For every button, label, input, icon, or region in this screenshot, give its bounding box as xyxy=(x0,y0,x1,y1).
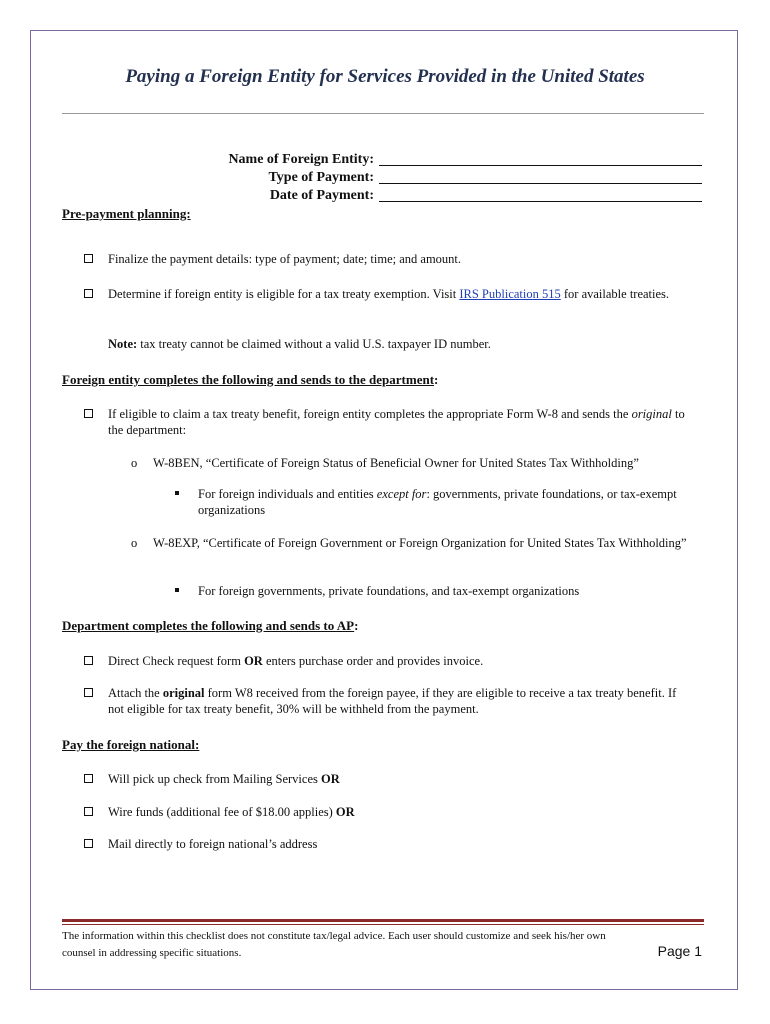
item-text xyxy=(108,771,694,787)
checkbox-icon[interactable] xyxy=(84,254,93,263)
item-text-bold: OR xyxy=(244,654,263,668)
item-text xyxy=(108,804,694,820)
item-text-part: form W8 received from the foreign payee, if they are eligible to receive a tax treaty benefit. If not eligible for tax treaty benefit, 30% will be withheld from the payment. xyxy=(108,686,677,716)
field-blank-line[interactable] xyxy=(379,201,702,202)
item-text-part: to the department: xyxy=(108,407,685,437)
checklist-item-mail-directly xyxy=(84,836,694,852)
checklist-item-finalize xyxy=(84,251,694,267)
item-text-bold: original xyxy=(162,686,205,700)
item-text: Finalize the payment details: type of payment; date; time; and amount. xyxy=(108,252,462,266)
footer-divider-thick xyxy=(62,919,704,922)
sub-item-w8exp xyxy=(131,535,701,551)
checkbox-icon[interactable] xyxy=(84,656,93,665)
item-text xyxy=(108,685,694,717)
bullet-text: For foreign governments, private foundations, and tax-exempt organizations xyxy=(198,584,580,598)
item-text xyxy=(108,286,694,302)
heading-text: Foreign entity completes the following and sends to the department xyxy=(62,372,435,387)
section-heading-prepayment: Pre-payment planning: xyxy=(62,206,191,221)
tax-treaty-note xyxy=(108,337,491,352)
item-text: Mail directly to foreign national’s address xyxy=(108,837,318,851)
footer-divider-thin xyxy=(62,924,704,925)
bullet-text-italic: except for xyxy=(376,487,427,501)
field-label: Date of Payment: xyxy=(269,188,374,203)
square-bullet-icon xyxy=(175,491,179,495)
checkbox-icon[interactable] xyxy=(84,839,93,848)
checklist-item-attach-original xyxy=(84,685,694,717)
item-text-part: Attach the xyxy=(108,686,163,700)
item-text-bold: OR xyxy=(335,805,355,819)
item-text xyxy=(108,653,694,669)
heading-text: Department completes the following and sends to AP xyxy=(62,618,355,633)
sub-item-text: W-8EXP, “Certificate of Foreign Government or Foreign Organization for United States Tax Withholding” xyxy=(153,536,687,550)
footer-disclaimer: The information within this checklist does not constitute tax/legal advice. Each user should customize and seek his/her own counsel in addressing specific situations. xyxy=(62,930,606,959)
item-text-part: enters purchase order and provides invoice. xyxy=(262,654,484,668)
field-blank-line[interactable] xyxy=(379,183,702,184)
note-text: tax treaty cannot be claimed without a valid U.S. taxpayer ID number. xyxy=(137,337,491,351)
checklist-item-wire-funds xyxy=(84,804,694,820)
checklist-item-direct-check xyxy=(84,653,694,669)
square-bullet-icon xyxy=(175,588,179,592)
circle-bullet-icon: o xyxy=(131,536,138,550)
item-text-part: Direct Check request form xyxy=(108,654,245,668)
circle-bullet-icon: o xyxy=(131,456,138,470)
bullet-w8ben-applies-to xyxy=(175,486,695,518)
item-text-bold: OR xyxy=(320,772,340,786)
field-type-of-payment[interactable] xyxy=(0,170,770,188)
sub-item-w8ben xyxy=(131,455,701,471)
checklist-item-pick-up-check xyxy=(84,771,694,787)
checkbox-icon[interactable] xyxy=(84,409,93,418)
heading-colon: : xyxy=(354,618,359,633)
document-title: Paying a Foreign Entity for Services Provided in the United States xyxy=(125,66,645,87)
field-blank-line[interactable] xyxy=(379,165,702,166)
item-text-italic: original xyxy=(631,407,672,421)
item-text xyxy=(108,406,694,438)
bullet-text-part: For foreign individuals and entities xyxy=(198,487,377,501)
item-text-part: Will pick up check from Mailing Services xyxy=(108,772,321,786)
checklist-item-form-w8 xyxy=(84,406,694,438)
field-label: Name of Foreign Entity: xyxy=(228,152,374,167)
bullet-text xyxy=(198,486,695,518)
note-label: Note: xyxy=(108,337,138,351)
bullet-text-part: : governments, private foundations, or tax-exempt organizations xyxy=(198,487,677,517)
item-text-part: Wire funds (additional fee of $18.00 applies) xyxy=(108,805,336,819)
checklist-item-tax-treaty xyxy=(84,286,694,302)
section-heading-department xyxy=(62,618,358,634)
field-date-of-payment[interactable] xyxy=(0,188,770,206)
item-text-part: for available treaties. xyxy=(560,287,670,301)
title-divider xyxy=(62,113,704,114)
field-label: Type of Payment: xyxy=(268,170,374,185)
checkbox-icon[interactable] xyxy=(84,688,93,697)
heading-colon: : xyxy=(434,372,439,387)
item-text-part: Determine if foreign entity is eligible for a tax treaty exemption. Visit xyxy=(108,287,460,301)
irs-publication-515-link[interactable]: IRS Publication 515 xyxy=(459,287,561,301)
sub-item-text: W-8BEN, “Certificate of Foreign Status of Beneficial Owner for United States Tax Withholding” xyxy=(153,456,639,470)
checkbox-icon[interactable] xyxy=(84,807,93,816)
field-name-of-foreign-entity[interactable] xyxy=(0,152,770,170)
bullet-w8exp-applies-to xyxy=(175,583,695,599)
checkbox-icon[interactable] xyxy=(84,774,93,783)
page-number: Page 1 xyxy=(657,943,702,959)
checkbox-icon[interactable] xyxy=(84,289,93,298)
section-heading-foreign-entity xyxy=(62,372,438,388)
item-text-part: If eligible to claim a tax treaty benefit, foreign entity completes the appropriate Form W-8 and sends the xyxy=(108,407,632,421)
section-heading-pay: Pay the foreign national: xyxy=(62,737,200,752)
